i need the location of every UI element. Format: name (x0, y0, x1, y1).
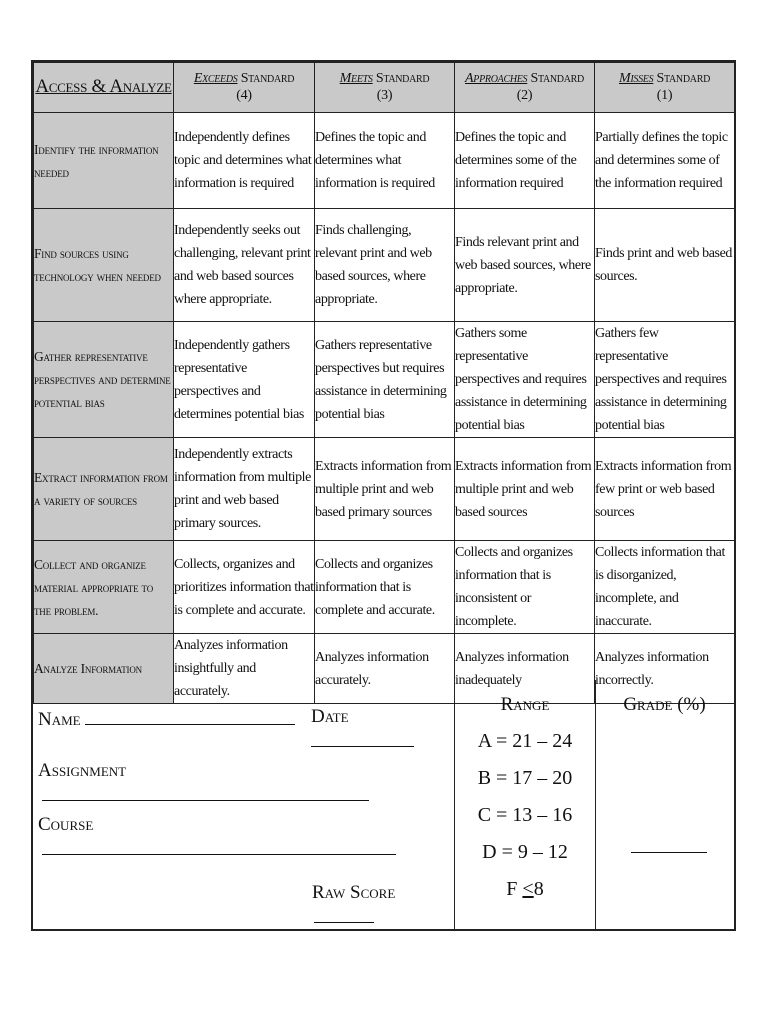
cell-exceeds: Independently gathers representative perspectives and determines potential bias (174, 322, 315, 438)
criterion-label: Collect and organize material appropriate to the problem. (34, 541, 174, 634)
range-item-a: A = 21 – 24 (477, 730, 573, 752)
cell-meets: Defines the topic and determines what information is required (315, 113, 455, 209)
criterion-label: Gather representative perspectives and determine potential bias (34, 322, 174, 438)
cell-meets: Extracts information from multiple print and web based primary sources (315, 438, 455, 541)
cell-meets: Gathers representative perspectives but requires assistance in determining potential bias (315, 322, 455, 438)
name-label: Name (38, 709, 81, 730)
cell-approaches: Collects and organizes information that is inconsistent or incomplete. (455, 541, 595, 634)
cell-approaches: Gathers some representative perspectives and requires assistance in determining potential bias (455, 322, 595, 438)
score-section (33, 680, 734, 931)
date-label: Date (311, 706, 349, 727)
col-header-exceeds: Exceeds Standard (4) (174, 63, 315, 113)
cell-exceeds: Independently extracts information from multiple print and web based primary sources. (174, 438, 315, 541)
cell-meets: Finds challenging, relevant print and web based sources, where appropriate. (315, 209, 455, 322)
cell-meets: Analyzes information accurately. (315, 634, 455, 704)
cell-misses: Analyzes information incorrectly. (595, 634, 735, 704)
rubric-table (33, 62, 735, 704)
range-item-d: D = 9 – 12 (482, 841, 568, 863)
rubric-row (34, 209, 735, 322)
rubric-row (34, 322, 735, 438)
cell-meets: Collects and organizes information that is complete and accurate. (315, 541, 455, 634)
col-header-misses: Misses Standard (1) (595, 63, 735, 113)
grade-range-panel (454, 680, 596, 931)
cell-misses: Finds print and web based sources. (595, 209, 735, 322)
grade-line[interactable] (631, 852, 707, 853)
rubric-sheet (31, 60, 736, 931)
criterion-label: Extract information from a variety of sources (34, 438, 174, 541)
course-label: Course (38, 814, 94, 835)
name-line[interactable] (85, 706, 295, 725)
range-item-f: F <8 (506, 878, 544, 900)
range-item-b: B = 17 – 20 (477, 767, 573, 789)
criterion-label: Find sources using technology when needed (34, 209, 174, 322)
grade-title: Grade (%) (623, 694, 706, 715)
name-field[interactable] (38, 706, 295, 731)
date-line[interactable] (311, 728, 414, 747)
rubric-row (34, 438, 735, 541)
rubric-row (34, 541, 735, 634)
raw-score-line[interactable] (314, 904, 374, 923)
date-field[interactable] (311, 706, 453, 753)
rubric-title: Access & Analyze (34, 63, 174, 113)
student-info-panel (33, 680, 453, 931)
header-row (34, 63, 735, 113)
cell-approaches: Analyzes information inadequately (455, 634, 595, 704)
raw-score-field[interactable] (312, 882, 453, 929)
cell-exceeds: Analyzes information insightfully and accurately. (174, 634, 315, 704)
cell-misses: Extracts information from few print or web based sources (595, 438, 735, 541)
grade-panel (595, 680, 734, 931)
cell-exceeds: Independently defines topic and determines what information is required (174, 113, 315, 209)
range-title: Range (500, 694, 550, 715)
assignment-label: Assignment (38, 760, 127, 781)
range-item-c: C = 13 – 16 (477, 804, 573, 826)
assignment-line[interactable] (42, 782, 369, 801)
course-field[interactable] (38, 814, 453, 861)
rubric-row (34, 113, 735, 209)
cell-exceeds: Collects, organizes and prioritizes information that is complete and accurate. (174, 541, 315, 634)
cell-exceeds: Independently seeks out challenging, relevant print and web based sources where appropriate. (174, 209, 315, 322)
raw-score-label: Raw Score (312, 882, 396, 903)
cell-misses: Partially defines the topic and determines some of the information required (595, 113, 735, 209)
criterion-label: Analyze Information (34, 634, 174, 704)
course-line[interactable] (42, 836, 396, 855)
assignment-field[interactable] (38, 760, 453, 807)
cell-approaches: Defines the topic and determines some of the information required (455, 113, 595, 209)
cell-approaches: Extracts information from multiple print and web based sources (455, 438, 595, 541)
cell-misses: Collects information that is disorganized, incomplete, and inaccurate. (595, 541, 735, 634)
col-header-approaches: Approaches Standard (2) (455, 63, 595, 113)
col-header-meets: Meets Standard (3) (315, 63, 455, 113)
criterion-label: Identify the information needed (34, 113, 174, 209)
cell-approaches: Finds relevant print and web based sources, where appropriate. (455, 209, 595, 322)
cell-misses: Gathers few representative perspectives and requires assistance in determining potential bias (595, 322, 735, 438)
